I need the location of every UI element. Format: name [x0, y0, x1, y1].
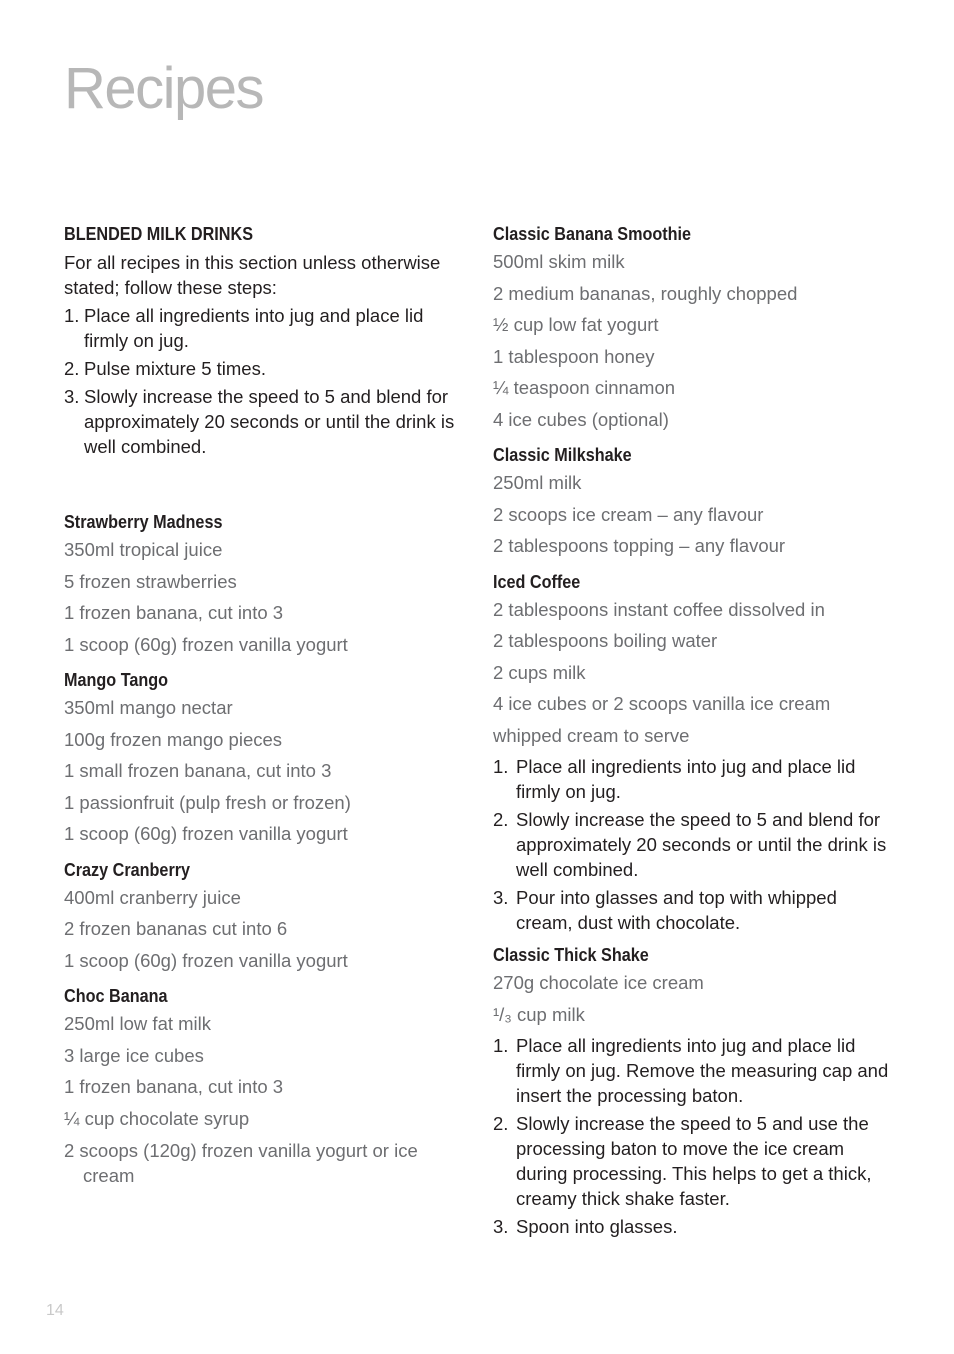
- ingredient-item: 2 tablespoons topping – any flavour: [493, 535, 786, 556]
- recipe-title: Crazy Cranberry: [64, 859, 191, 880]
- step-text: Slowly increase the speed to 5 and use the processing baton to move the ice cream during processing. This helps to get a thick, creamy thick shake faster.: [516, 1113, 872, 1209]
- ingredient-item: 350ml tropical juice: [64, 539, 223, 560]
- step-text: Pulse mixture 5 times.: [84, 358, 266, 379]
- step-text: Place all ingredients into jug and place lid firmly on jug. Remove the measuring cap and insert the processing baton.: [516, 1035, 889, 1106]
- ingredient-item: 250ml low fat milk: [64, 1013, 212, 1034]
- step-number: 3.: [493, 1216, 509, 1237]
- left-recipes: [64, 510, 459, 1188]
- step-number: 3.: [64, 386, 80, 407]
- ingredient-item: 1 scoop (60g) frozen vanilla yogurt: [64, 949, 348, 971]
- recipe-mango-tango: [64, 668, 459, 850]
- recipe-steps: [493, 1033, 893, 1239]
- step-text: Slowly increase the speed to 5 and blend for approximately 20 seconds or until the drink is well combined.: [516, 809, 887, 880]
- step-number: 2.: [64, 358, 80, 379]
- step-text: Spoon into glasses.: [516, 1216, 678, 1237]
- ingredient-item: 1 frozen banana, cut into 3: [64, 602, 284, 623]
- ingredient-item: 1 scoop (60g) frozen vanilla yogurt: [64, 633, 348, 655]
- ingredient-item: 2 tablespoons instant coffee dissolved in: [493, 598, 825, 620]
- step-number: 1.: [493, 1035, 509, 1056]
- right-column: [493, 222, 893, 1247]
- recipe-title: Choc Banana: [64, 986, 168, 1006]
- step-number: 2.: [493, 809, 509, 830]
- section-intro: For all recipes in this section unless otherwise stated; follow these steps:: [64, 252, 441, 298]
- ingredient-item: 1 small frozen banana, cut into 3: [64, 760, 332, 781]
- step-item: [493, 1033, 893, 1108]
- right-recipes: [493, 222, 893, 1239]
- recipe-title: Mango Tango: [64, 670, 169, 690]
- recipe-classic-thick-shake: [493, 943, 893, 1239]
- ingredient-item: 2 cups milk: [493, 661, 586, 683]
- step-text: Place all ingredients into jug and place lid firmly on jug.: [84, 305, 424, 351]
- ingredient-item: 1 tablespoon honey: [493, 345, 655, 367]
- step-item: [493, 754, 893, 804]
- recipe-classic-banana-smoothie: [493, 222, 893, 435]
- ingredient-item: 350ml mango nectar: [64, 697, 233, 718]
- recipe-title: Classic Banana Smoothie: [493, 224, 692, 244]
- step-item: [64, 356, 459, 381]
- ingredient-item: 4 ice cubes or 2 scoops vanilla ice cream: [493, 693, 831, 714]
- section-heading: BLENDED MILK DRINKS: [64, 224, 253, 244]
- section-spacer: [64, 462, 459, 510]
- section-steps: [64, 303, 459, 459]
- ingredient-item: 4 ice cubes (optional): [493, 408, 669, 430]
- step-text: Pour into glasses and top with whipped cream, dust with chocolate.: [516, 887, 837, 933]
- recipe-title: Classic Thick Shake: [493, 945, 649, 965]
- recipe-crazy-cranberry: [64, 858, 459, 977]
- step-item: [493, 1214, 893, 1239]
- ingredient-item: 5 frozen strawberries: [64, 570, 237, 592]
- step-item: [493, 885, 893, 935]
- ingredient-item: 2 frozen bananas cut into 6: [64, 918, 288, 939]
- recipe-title: Strawberry Madness: [64, 512, 223, 532]
- page-number: 14: [46, 1302, 64, 1319]
- ingredient-item: 2 scoops ice cream – any flavour: [493, 503, 764, 525]
- ingredient-item: 1 frozen banana, cut into 3: [64, 1076, 284, 1097]
- ingredient-item: ¼ cup chocolate syrup: [64, 1107, 250, 1129]
- step-number: 1.: [493, 756, 509, 777]
- ingredient-item: 2 scoops (120g) frozen vanilla yogurt or ice cream: [64, 1140, 418, 1186]
- ingredient-item: ½ cup low fat yogurt: [493, 314, 659, 335]
- step-item: [64, 384, 459, 459]
- step-number: 1.: [64, 305, 80, 326]
- ingredient-item: 1 passionfruit (pulp fresh or frozen): [64, 791, 351, 813]
- ingredient-item: 100g frozen mango pieces: [64, 728, 283, 750]
- step-item: [493, 807, 893, 882]
- step-number: 2.: [493, 1113, 509, 1134]
- ingredient-item: ¼ teaspoon cinnamon: [493, 377, 676, 398]
- recipe-choc-banana: [64, 984, 459, 1188]
- ingredient-item: ¹/₃ cup milk: [493, 1003, 585, 1025]
- recipe-title: Iced Coffee: [493, 571, 581, 592]
- recipe-title: Classic Milkshake: [493, 445, 632, 465]
- ingredient-item: 2 tablespoons boiling water: [493, 630, 718, 651]
- recipe-classic-milkshake: [493, 443, 893, 562]
- ingredient-item: 400ml cranberry juice: [64, 886, 241, 908]
- ingredient-item: 250ml milk: [493, 472, 582, 493]
- ingredient-item: 270g chocolate ice cream: [493, 972, 704, 993]
- step-item: [493, 1111, 893, 1211]
- recipe-iced-coffee: [493, 570, 893, 936]
- ingredient-item: 500ml skim milk: [493, 251, 625, 272]
- ingredient-item: whipped cream to serve: [493, 724, 690, 746]
- step-text: Slowly increase the speed to 5 and blend for approximately 20 seconds or until the drink is well combined.: [84, 386, 455, 457]
- blended-milk-drinks-section: [64, 222, 459, 459]
- ingredient-item: 1 scoop (60g) frozen vanilla yogurt: [64, 823, 348, 844]
- ingredient-item: 3 large ice cubes: [64, 1044, 204, 1066]
- left-column: [64, 222, 459, 1196]
- recipe-steps: [493, 754, 893, 935]
- step-item: [64, 303, 459, 353]
- step-number: 3.: [493, 887, 509, 908]
- ingredient-item: 2 medium bananas, roughly chopped: [493, 282, 798, 304]
- recipe-strawberry-madness: [64, 510, 459, 660]
- step-text: Place all ingredients into jug and place lid firmly on jug.: [516, 756, 856, 802]
- page-title: Recipes: [64, 56, 264, 121]
